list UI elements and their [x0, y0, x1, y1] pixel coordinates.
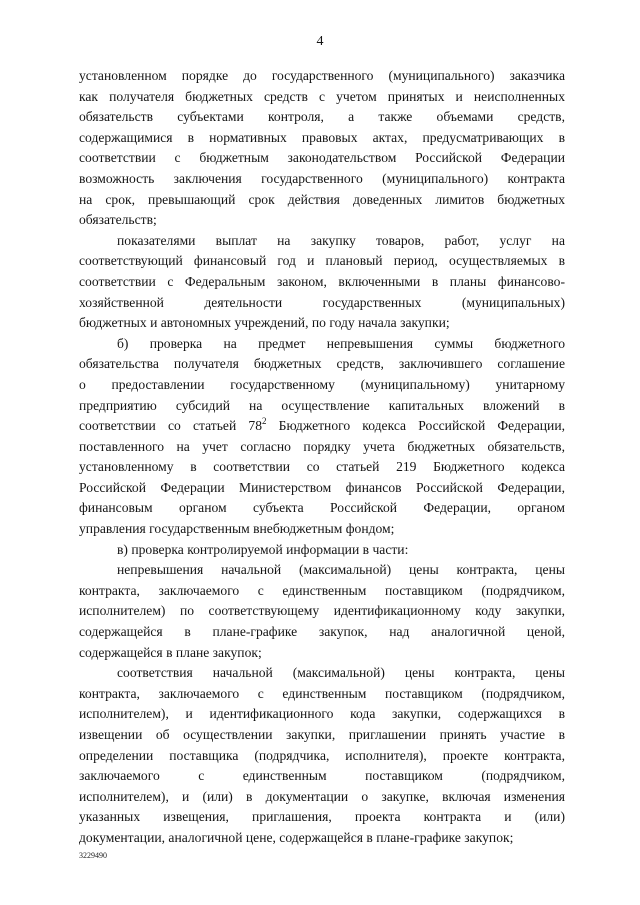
text-line: поставленного на учет согласно порядку учета бюджетных обязательств, — [79, 438, 565, 454]
text-line: финансовым органом субъекта Российской Федерации, органом — [79, 500, 565, 516]
text-line: о предоставлении государственному (муниципальному) унитарному — [79, 376, 565, 392]
text-line: исполнителем) по соответствующему идентификационному коду закупки, — [79, 603, 565, 619]
text-line: на срок, превышающий срок действия доведенных лимитов бюджетных — [79, 191, 565, 207]
text-line: документации, аналогичной цене, содержащейся в плане-графике закупок; — [79, 829, 514, 845]
text-line: соответствующий финансовый год и плановый период, осуществляемых в — [79, 253, 565, 269]
page-number: 4 — [316, 34, 324, 49]
text-line: обязательства получателя бюджетных средств, заключившего соглашение — [79, 356, 565, 372]
text-line — [79, 416, 565, 437]
article-superscript: 2 — [262, 415, 267, 426]
text-line: определении поставщика (подрядчика, исполнителя), проекте контракта, — [79, 747, 565, 763]
text-line: контракта, заключаемого с единственным поставщиком (подрядчиком, — [79, 582, 565, 598]
paragraph — [79, 663, 565, 848]
text-line: установленному в соответствии со статьей 219 Бюджетного кодекса — [79, 459, 565, 475]
text-line: содержащимися в нормативных правовых актах, предусматривающих в — [79, 129, 565, 145]
text-line: показателями выплат на закупку товаров, работ, услуг на — [117, 232, 565, 248]
text-line: исполнителем), и (или) в документации о закупке, включая изменения — [79, 788, 565, 804]
text-line: обязательств субъектами контроля, а также объемами средств, — [79, 109, 565, 125]
text-fragment: соответствии со статьей 78 — [79, 418, 262, 434]
text-line: извещении об осуществлении закупки, приглашении принять участие в — [79, 727, 565, 742]
text-line: возможность заключения государственного (муниципального) контракта — [79, 170, 565, 186]
paragraph — [79, 334, 565, 540]
text-line: в) проверка контролируемой информации в части: — [117, 541, 409, 557]
text-line: содержащейся в плане закупок; — [79, 644, 262, 660]
text-line: соответствия начальной (максимальной) цены контракта, цены — [117, 665, 565, 681]
document-code: 3229490 — [79, 851, 107, 860]
text-line: хозяйственной деятельности государственных (муниципальных) — [79, 294, 565, 310]
text-line: содержащейся в плане-графике закупок, над аналогичной ценой, — [79, 624, 565, 640]
text-line: обязательств; — [79, 212, 157, 228]
text-line: управления государственным внебюджетным фондом; — [79, 521, 395, 537]
text-line: непревышения начальной (максимальной) цены контракта, цены — [117, 562, 565, 578]
paragraph — [79, 560, 565, 663]
paragraph — [79, 540, 565, 561]
paragraph — [79, 231, 565, 334]
text-line: заключаемого с единственным поставщиком (подрядчиком, — [79, 768, 565, 784]
text-line: бюджетных и автономных учреждений, по году начала закупки; — [79, 315, 450, 331]
text-line: б) проверка на предмет непревышения суммы бюджетного — [117, 335, 565, 351]
text-line: соответствии с Федеральным законом, включенными в планы финансово- — [79, 273, 565, 289]
paragraph — [79, 66, 565, 231]
text-line: установленном порядке до государственного (муниципального) заказчика — [79, 68, 565, 83]
text-line: как получателя бюджетных средств с учетом принятых и неисполненных — [79, 88, 565, 104]
text-line: предприятию субсидий на осуществление капитальных вложений в — [79, 397, 565, 413]
text-line: соответствии с бюджетным законодательством Российской Федерации — [79, 150, 565, 166]
document-body — [79, 66, 565, 849]
text-line: указанных извещения, приглашения, проекта контракта и (или) — [79, 809, 565, 825]
text-line: Российской Федерации Министерством финансов Российской Федерации, — [79, 479, 565, 495]
text-fragment: Бюджетного кодекса Российской Федерации, — [266, 418, 565, 434]
text-line: исполнителем), и идентификационного кода закупки, содержащихся в — [79, 706, 565, 722]
text-line: контракта, заключаемого с единственным поставщиком (подрядчиком, — [79, 685, 565, 701]
